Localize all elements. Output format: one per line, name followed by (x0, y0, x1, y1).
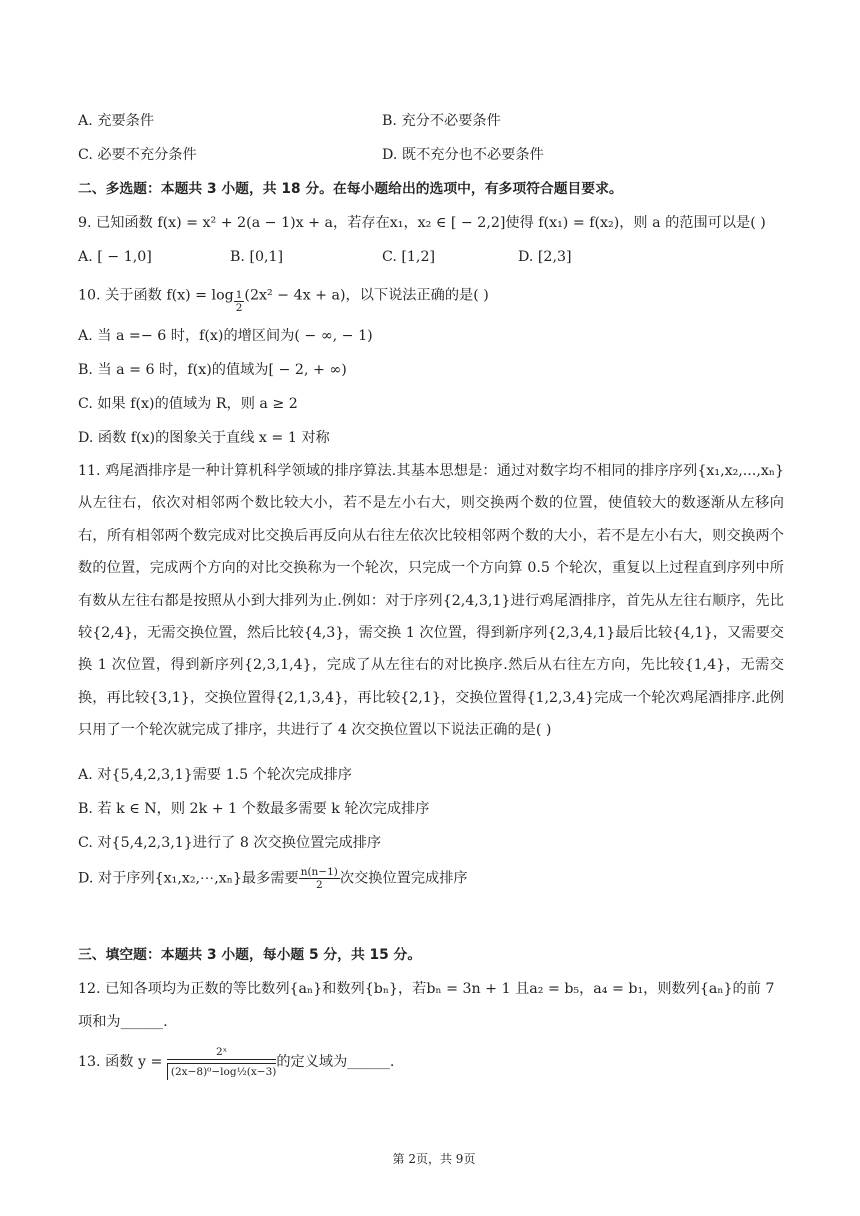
q10-option-b: B. 当 a = 6 时，f(x)的值域为[ − 2, + ∞) (78, 362, 347, 378)
section3-heading: 三、填空题：本题共 3 小题，每小题 5 分，共 15 分。 (78, 947, 422, 963)
q13-denominator-sqrt: (2x−8)⁰−log½(x−3) (167, 1063, 276, 1080)
q9-stem-math2: x₁，x₂ ∈ [ − 2,2] (389, 215, 506, 231)
page-footer: 第 2页，共 9页 (392, 1152, 476, 1166)
q10-stem-prefix: 10. 关于函数 f(x) = log (78, 287, 234, 304)
q9-stem-mid2: 使得 (505, 215, 539, 231)
q11-option-d-prefix: D. 对于序列{x₁,x₂,⋯,xₙ}最多需要 (78, 870, 299, 887)
q9-stem-mid: ，若存在 (333, 215, 390, 231)
q10-stem-suffix: (2x² − 4x + a)，以下说法正确的是( ) (244, 287, 489, 304)
q10-option-a: A. 当 a =− 6 时，f(x)的增区间为( − ∞, − 1) (78, 328, 373, 344)
q10-stem (78, 283, 489, 314)
q9-stem (78, 212, 766, 234)
q9-option-c: C. [1,2] (382, 249, 436, 265)
q13-prefix: 13. 函数 y = (78, 1054, 163, 1070)
q9-option-d: D. [2,3] (518, 249, 572, 265)
q9-option-b: B. [0,1] (230, 249, 284, 265)
q13-numerator: 2ˣ (167, 1045, 276, 1060)
q13-fraction (167, 1045, 276, 1080)
q8-option-d: D. 既不充分也不必要条件 (382, 147, 544, 163)
q11-option-d (78, 866, 468, 891)
q13-suffix: 的定义域为______. (276, 1054, 395, 1070)
q9-stem-prefix: 9. 已知函数 (78, 215, 158, 231)
q10-log-base-den: 2 (235, 302, 243, 314)
q8-option-a: A. 充要条件 (78, 113, 155, 129)
q11-option-c: C. 对{5,4,2,3,1}进行了 8 次交换位置完成排序 (78, 835, 382, 851)
q10-option-c: C. 如果 f(x)的值域为 R，则 a ≥ 2 (78, 396, 298, 412)
q8-option-b: B. 充分不必要条件 (382, 113, 501, 129)
q10-log-base-num: 1 (235, 289, 243, 301)
exam-page (78, 0, 790, 1216)
q11-option-d-fraction (299, 866, 340, 891)
q10-log-base (234, 289, 245, 314)
q11-option-b: B. 若 k ∈ N，则 2k + 1 个数最多需要 k 轮次完成排序 (78, 801, 430, 817)
q11-option-d-num: n(n−1) (300, 866, 338, 878)
q12-line1: 12. 已知各项均为正数的等比数列{aₙ}和数列{bₙ}，若bₙ = 3n + 1 且a₂ = b₅，a₄ = b₁，则数列{aₙ}的前 7 (78, 981, 775, 997)
q11-option-d-den: 2 (315, 879, 323, 891)
q12-line2: 项和为______. (78, 1014, 168, 1030)
q9-stem-math1: f(x) = x² + 2(a − 1)x + a (157, 215, 333, 231)
q10-option-d: D. 函数 f(x)的图象关于直线 x = 1 对称 (78, 430, 330, 446)
q11-option-a: A. 对{5,4,2,3,1}需要 1.5 个轮次完成排序 (78, 767, 352, 783)
section2-heading: 二、多选题：本题共 3 小题，共 18 分。在每小题给出的选项中，有多项符合题目要求。 (78, 181, 623, 197)
q9-stem-math3: f(x₁) = f(x₂) (538, 215, 620, 231)
q13-stem (78, 1040, 394, 1084)
q8-option-c: C. 必要不充分条件 (78, 147, 197, 163)
q9-stem-suffix: ，则 a 的范围可以是( ) (619, 215, 766, 231)
q11-option-d-suffix: 次交换位置完成排序 (339, 870, 468, 887)
q9-option-a: A. [ − 1,0] (78, 249, 152, 265)
q11-stem: 11. 鸡尾酒排序是一种计算机科学领域的排序算法.其基本思想是：通过对数字均不相同的排序序列{x₁,x₂,...,xₙ}从左往右，依次对相邻两个数比较大小，若不是左小右大，则交换两个数的位置，使值较大的数逐渐从左移向右，所有相邻两个数完成对比交换后再反向从右往左依次比较相邻两个数的大小，若不是左小右大，则交换两个数的位置，完成两个方向的对比交换称为一个轮次，只完成一个方向算 0.5 个轮次，重复以上过程直到序列中所有数从左往右都是按照从小到大排列为止.例如：对于序列{2,4,3,1}进行鸡尾酒排序，首先从左往右顺序，先比较{2,4}，无需交换位置，然后比较{4,3}，需交换 1 次位置，得到新序列{2,3,4,1}最后比较{4,1}，又需要交换 1 次位置，得到新序列{2,3,1,4}，完成了从左往右的对比换序.然后从右往左方向，先比较{1,4}，无需交换，再比较{3,1}，交换位置得{2,1,3,4}，再比较{2,1}，交换位置得{1,2,3,4}完成一个轮次鸡尾酒排序.此例只用了一个轮次就完成了排序，共进行了 4 次交换位置以下说法正确的是( ) (78, 463, 784, 739)
